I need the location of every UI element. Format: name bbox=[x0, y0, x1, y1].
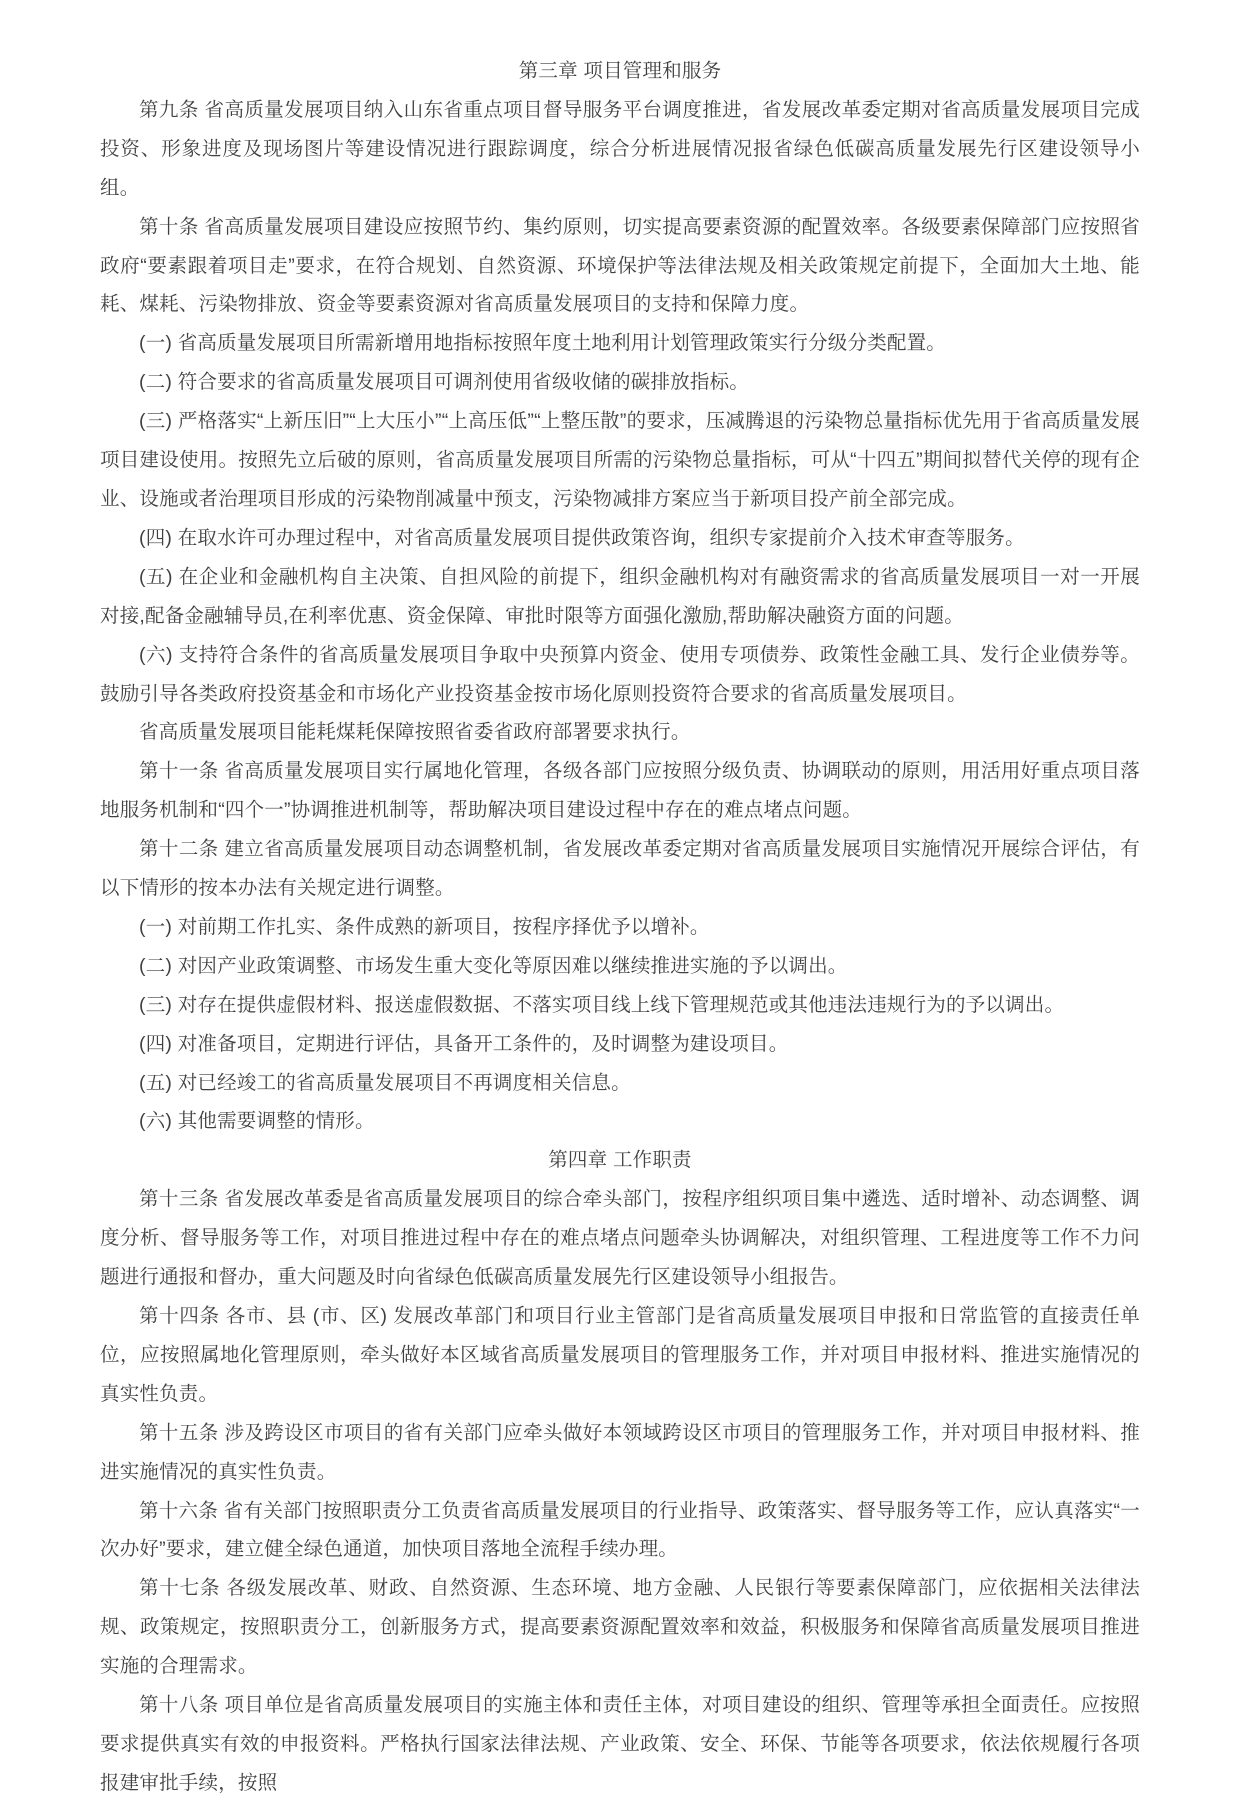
list-item: (六) 其他需要调整的情形。 bbox=[139, 1110, 375, 1133]
list-item: (四) 在取水许可办理过程中，对省高质量发展项目提供政策咨询，组织专家提前介入技术审查等服务。 bbox=[139, 526, 1025, 549]
paragraph: 第九条 省高质量发展项目纳入山东省重点项目督导服务平台调度推进，省发展改革委定期对省高质量发展项目完成投资、形象进度及现场图片等建设情况进行跟踪调度，综合分析进展情况报省绿色低碳高质量发展先行区建设领导小组。 bbox=[100, 98, 1140, 199]
paragraph: 省高质量发展项目能耗煤耗保障按照省委省政府部署要求执行。 bbox=[139, 721, 691, 744]
list-item: (五) 对已经竣工的省高质量发展项目不再调度相关信息。 bbox=[139, 1071, 631, 1094]
list-item: (二) 符合要求的省高质量发展项目可调剂使用省级收储的碳排放指标。 bbox=[139, 371, 750, 394]
list-item: (四) 对准备项目，定期进行评估，具备开工条件的，及时调整为建设项目。 bbox=[139, 1032, 789, 1055]
list-item: (三) 对存在提供虚假材料、报送虚假数据、不落实项目线上线下管理规范或其他违法违规行为的予以调出。 bbox=[139, 993, 1065, 1016]
list-item: (二) 对因产业政策调整、市场发生重大变化等原因难以继续推进实施的予以调出。 bbox=[139, 954, 848, 977]
list-item: (一) 对前期工作扎实、条件成熟的新项目，按程序择优予以增补。 bbox=[139, 915, 710, 938]
chapter-heading: 第四章 工作职责 bbox=[548, 1149, 692, 1172]
list-item: (一) 省高质量发展项目所需新增用地指标按照年度土地利用计划管理政策实行分级分类配置。 bbox=[139, 332, 947, 355]
paragraph: 第十五条 涉及跨设区市项目的省有关部门应牵头做好本领域跨设区市项目的管理服务工作，并对项目申报材料、推进实施情况的真实性负责。 bbox=[100, 1421, 1140, 1483]
list-item: (五) 在企业和金融机构自主决策、自担风险的前提下，组织金融机构对有融资需求的省高质量发展项目一对一开展对接,配备金融辅导员,在利率优惠、资金保障、审批时限等方面强化激励,帮助解决融资方面的问题。 bbox=[100, 565, 1140, 627]
chapter-heading: 第三章 项目管理和服务 bbox=[518, 60, 722, 82]
list-item: (六) 支持符合条件的省高质量发展项目争取中央预算内资金、使用专项债券、政策性金融工具、发行企业债券等。鼓励引导各类政府投资基金和市场化产业投资基金按市场化原则投资符合要求的省高质量发展项目。 bbox=[100, 643, 1140, 705]
paragraph: 第十六条 省有关部门按照职责分工负责省高质量发展项目的行业指导、政策落实、督导服务等工作，应认真落实“一次办好”要求，建立健全绿色通道，加快项目落地全流程手续办理。 bbox=[100, 1499, 1140, 1561]
paragraph: 第十二条 建立省高质量发展项目动态调整机制，省发展改革委定期对省高质量发展项目实施情况开展综合评估，有以下情形的按本办法有关规定进行调整。 bbox=[100, 838, 1140, 900]
paragraph: 第十四条 各市、县 (市、区) 发展改革部门和项目行业主管部门是省高质量发展项目申报和日常监管的直接责任单位，应按照属地化管理原则，牵头做好本区域省高质量发展项目的管理服务工作，并对项目申报材料、推进实施情况的真实性负责。 bbox=[100, 1305, 1140, 1405]
paragraph: 第十条 省高质量发展项目建设应按照节约、集约原则，切实提高要素资源的配置效率。各级要素保障部门应按照省政府“要素跟着项目走”要求，在符合规划、自然资源、环境保护等法律法规及相关政策规定前提下，全面加大土地、能耗、煤耗、污染物排放、资金等要素资源对省高质量发展项目的支持和保障力度。 bbox=[100, 215, 1140, 316]
paragraph: 第十一条 省高质量发展项目实行属地化管理，各级各部门应按照分级负责、协调联动的原则，用活用好重点项目落地服务机制和“四个一”协调推进机制等，帮助解决项目建设过程中存在的难点堵点问题。 bbox=[100, 760, 1140, 822]
paragraph: 第十八条 项目单位是省高质量发展项目的实施主体和责任主体，对项目建设的组织、管理等承担全面责任。应按照要求提供真实有效的申报资料。严格执行国家法律法规、产业政策、安全、环保、节能等各项要求，依法依规履行各项报建审批手续，按照 bbox=[100, 1694, 1140, 1794]
list-item: (三) 严格落实“上新压旧”“上大压小”“上高压低”“上整压散”的要求，压减腾退的污染物总量指标优先用于省高质量发展项目建设使用。按照先立后破的原则，省高质量发展项目所需的污染物总量指标，可从“十四五”期间拟替代关停的现有企业、设施或者治理项目形成的污染物削减量中预支，污染物减排方案应当于新项目投产前全部完成。 bbox=[100, 410, 1140, 510]
paragraph: 第十三条 省发展改革委是省高质量发展项目的综合牵头部门，按程序组织项目集中遴选、适时增补、动态调整、调度分析、督导服务等工作，对项目推进过程中存在的难点堵点问题牵头协调解决，对组织管理、工程进度等工作不力问题进行通报和督办，重大问题及时向省绿色低碳高质量发展先行区建设领导小组报告。 bbox=[100, 1188, 1140, 1289]
paragraph: 第十七条 各级发展改革、财政、自然资源、生态环境、地方金融、人民银行等要素保障部门，应依据相关法律法规、政策规定，按照职责分工，创新服务方式，提高要素资源配置效率和效益，积极服务和保障省高质量发展项目推进实施的合理需求。 bbox=[100, 1577, 1140, 1678]
